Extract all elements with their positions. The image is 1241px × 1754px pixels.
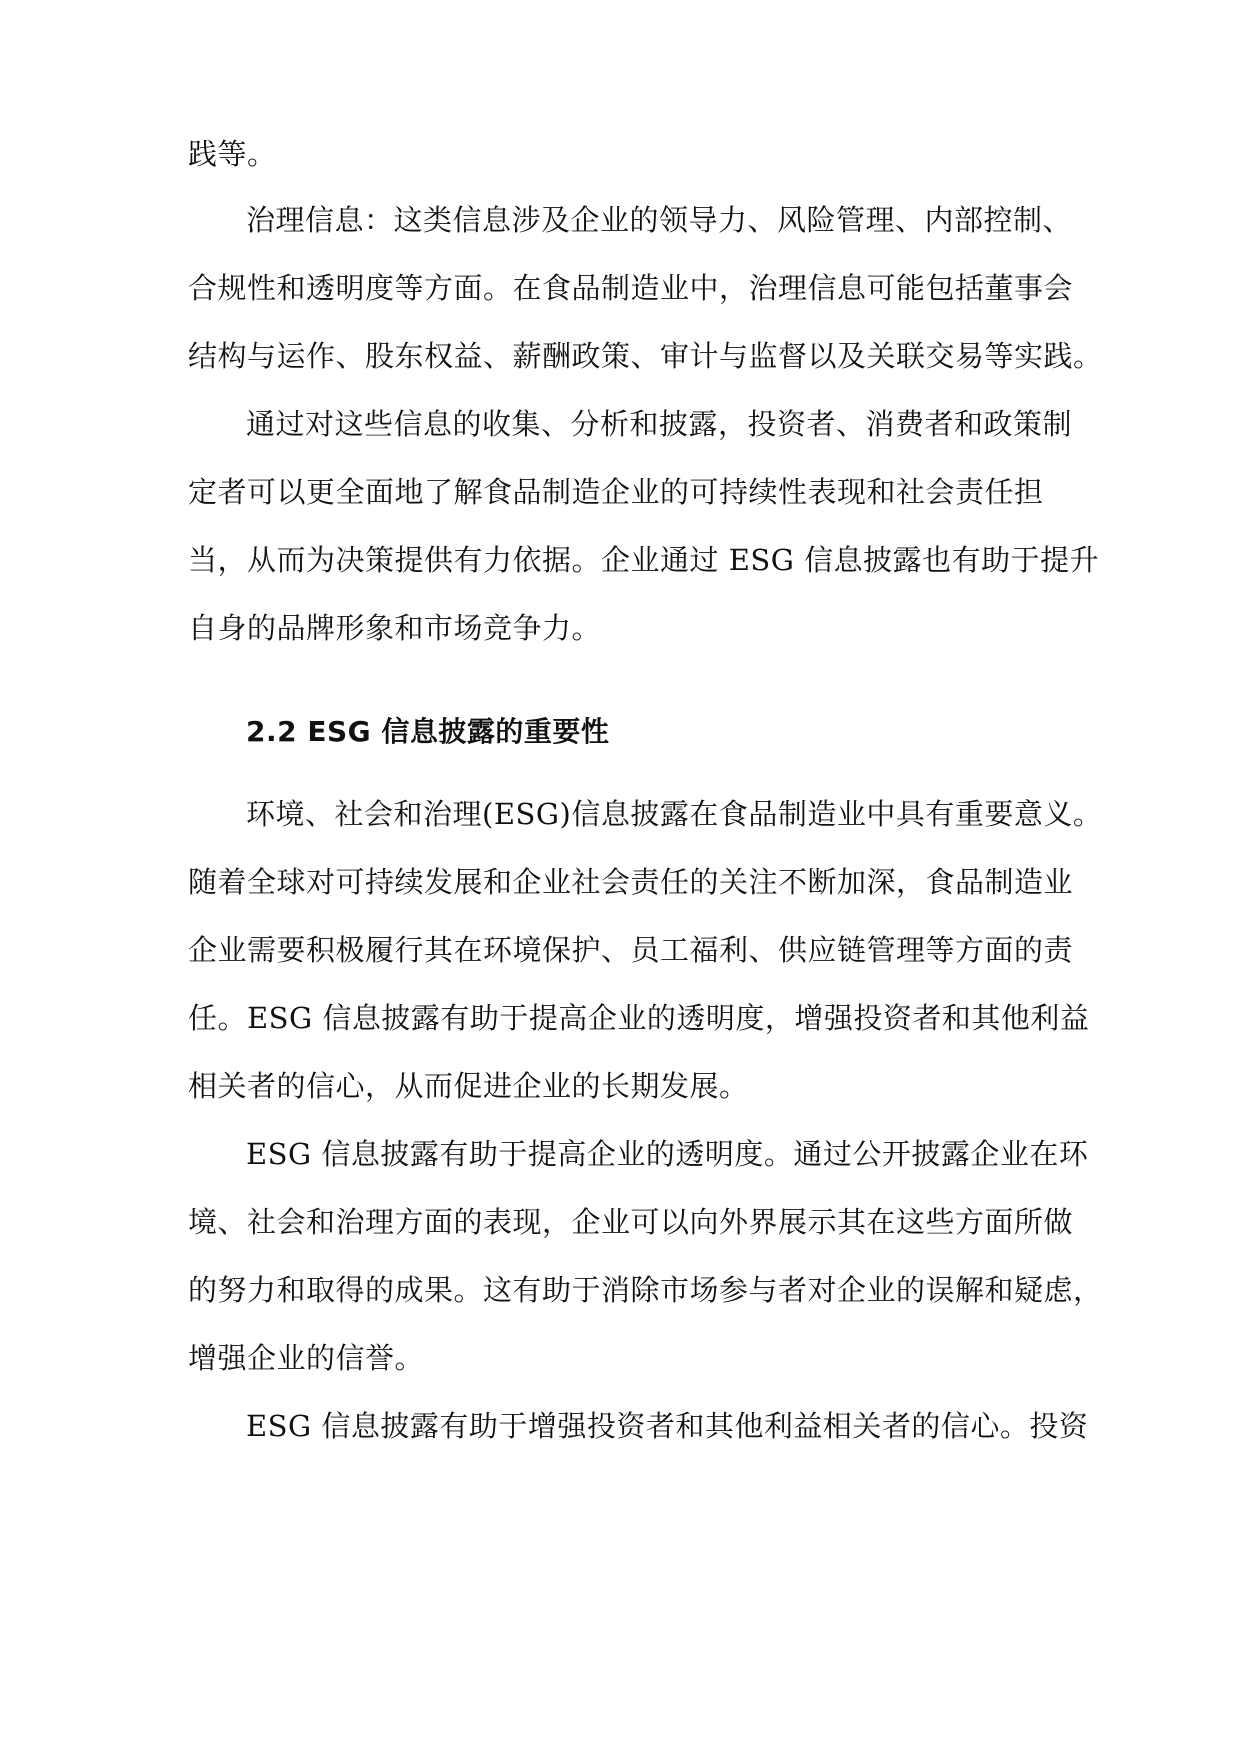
paragraph-line: 企业需要积极履行其在环境保护、员工福利、供应链管理等方面的责 <box>188 933 1074 967</box>
paragraph-line: ESG 信息披露有助于增强投资者和其他利益相关者的信心。投资 <box>246 1409 1089 1443</box>
paragraph-line: 自身的品牌形象和市场竞争力。 <box>188 611 602 645</box>
paragraph-line: ESG 信息披露有助于提高企业的透明度。通过公开披露企业在环 <box>246 1137 1089 1171</box>
paragraph-line: 随着全球对可持续发展和企业社会责任的关注不断加深，食品制造业 <box>188 865 1074 899</box>
paragraph-line: 通过对这些信息的收集、分析和披露，投资者、消费者和政策制 <box>246 407 1073 441</box>
paragraph-line: 治理信息：这类信息涉及企业的领导力、风险管理、内部控制、 <box>246 203 1073 237</box>
paragraph-line: 任。ESG 信息披露有助于提高企业的透明度，增强投资者和其他利益 <box>188 1001 1090 1035</box>
paragraph-line: 定者可以更全面地了解食品制造企业的可持续性表现和社会责任担 <box>188 475 1044 509</box>
paragraph-line: 结构与运作、股东权益、薪酬政策、审计与监督以及关联交易等实践。 <box>188 339 1103 373</box>
paragraph-line: 环境、社会和治理(ESG)信息披露在食品制造业中具有重要意义。 <box>246 797 1103 831</box>
paragraph-line: 合规性和透明度等方面。在食品制造业中，治理信息可能包括董事会 <box>188 271 1074 305</box>
paragraph-line: 的努力和取得的成果。这有助于消除市场参与者对企业的误解和疑虑， <box>188 1273 1103 1307</box>
paragraph-line: 当，从而为决策提供有力依据。企业通过 ESG 信息披露也有助于提升 <box>188 543 1100 577</box>
paragraph-line: 增强企业的信誉。 <box>188 1341 425 1375</box>
paragraph-line: 践等。 <box>188 137 277 171</box>
paragraph-line: 相关者的信心，从而促进企业的长期发展。 <box>188 1069 749 1103</box>
paragraph-line: 境、社会和治理方面的表现，企业可以向外界展示其在这些方面所做 <box>188 1205 1074 1239</box>
section-heading: 2.2 ESG 信息披露的重要性 <box>246 715 610 748</box>
